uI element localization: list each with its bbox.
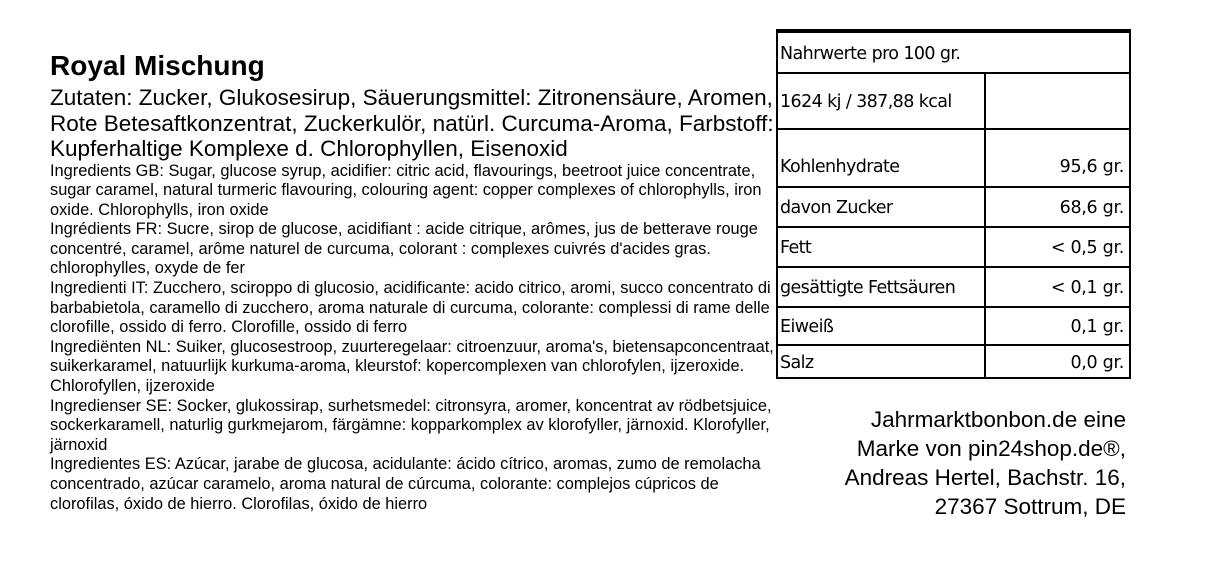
nutrient-value: < 0,5 gr.	[1050, 238, 1124, 258]
company-line: Marke von pin24shop.de®,	[856, 436, 1126, 461]
nutrient-label: Fett	[780, 238, 812, 258]
ingredients-es: Ingredientes ES: Azúcar, jarabe de glucosa, acidulante: ácido cítrico, aromas, zumo de remolacha concentrado, azúcar caramelo, aroma natural de cúrcuma, colorante: complejos cúpricos de clorofilas, óxido de hierro. Clorofilas, óxido de hierro	[50, 455, 761, 513]
nutrient-label: gesättigte Fettsäuren	[780, 278, 956, 298]
company-line: Andreas Hertel, Bachstr. 16,	[844, 465, 1126, 490]
company-address	[790, 405, 1126, 521]
ingredients-nl: Ingrediënten NL: Suiker, glucosestroop, zuurteregelaar: citroenzuur, aroma's, bietensapconcentraat, suikerkaramel, natuurlijk kurkuma-aroma, kleurstof: kopercomplexen van chlorofylen, ijzeroxide. Chlorofyllen, ijzeroxide	[50, 337, 774, 396]
nutrient-value: 0,0 gr.	[1070, 352, 1124, 373]
nutrient-value: 95,6 gr.	[1059, 157, 1124, 177]
nutrition-row-sugar	[778, 186, 1129, 228]
nutrient-value: 0,1 gr.	[1070, 317, 1124, 337]
energy-row	[778, 72, 1129, 130]
nutrition-row-salt	[778, 344, 1129, 379]
nutrition-row-saturated	[778, 266, 1129, 308]
ingredients-section	[50, 50, 775, 514]
nutrition-row-carbs	[778, 128, 1129, 188]
zutaten-text-de: Zutaten: Zucker, Glukosesirup, Säuerungsmittel: Zitronensäure, Aromen, Rote Betesaftkonzentrat, Zuckerkulör, natürl. Curcuma-Aroma, Farbstoff: Kupferhaltige Komplexe d. Chlorophyllen, Eisenoxid	[50, 85, 774, 161]
product-title: Royal Mischung	[50, 50, 265, 81]
nutrient-label: Eiweiß	[780, 317, 834, 337]
ingredients-se: Ingredienser SE: Socker, glukossirap, surhetsmedel: citronsyra, aromer, koncentrat av rödbetsjuice, sockerkaramell, naturlig gurkmejarom, färgämne: kopparkomplex av klorofyller, järnoxid. Klorofyller, järnoxid	[50, 396, 772, 454]
company-line: 27367 Sottrum, DE	[934, 494, 1126, 519]
ingredients-it: Ingredienti IT: Zucchero, sciroppo di glucosio, acidificante: acido citrico, aromi, succo concentrato di barbabietola, caramello di zucchero, aroma naturale di curcuma, colorante: complessi di rame delle clorofille, ossido di ferro. Clorofille, ossido di ferro	[50, 279, 771, 337]
nutrient-value: 68,6 gr.	[1059, 198, 1124, 218]
nutrient-label: Kohlenhydrate	[780, 157, 900, 177]
energy-value: 1624 kj / 387,88 kcal	[780, 92, 952, 112]
nutrition-row-protein	[778, 306, 1129, 346]
ingredients-gb: Ingredients GB: Sugar, glucose syrup, acidifier: citric acid, flavourings, beetroot juice concentrate, sugar caramel, natural turmeric flavouring, colouring agent: copper complexes of chlorophylls, iron oxide. Chlorophylls, iron oxide	[50, 161, 762, 219]
company-line: Jahrmarktbonbon.de eine	[870, 407, 1126, 432]
nutrient-label: Salz	[780, 352, 814, 373]
nutrition-header: Nahrwerte pro 100 gr.	[780, 43, 961, 64]
ingredients-fr: Ingrédients FR: Sucre, sirop de glucose, acidifiant : acide citrique, arômes, jus de betterave rouge concentré, caramel, arôme naturel de curcuma, colorant : complexes cuivrés d'acides gras. chlorophylles, oxyde de fer	[50, 220, 758, 278]
nutrient-label: davon Zucker	[780, 198, 893, 218]
nutrient-value: < 0,1 gr.	[1050, 278, 1124, 298]
nutrition-header-row	[778, 31, 1129, 74]
nutrition-row-fat	[778, 226, 1129, 268]
nutrition-table	[776, 29, 1131, 379]
